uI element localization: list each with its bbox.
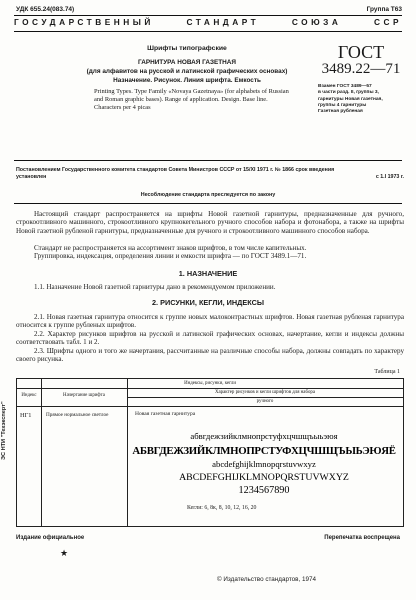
decree — [16, 167, 404, 180]
english-title-3: Characters per 4 picas — [94, 104, 151, 111]
specimen-digits: 1234567890 — [238, 485, 290, 496]
specimen-cyrillic-uppercase: АБВГДЕЖЗИЙКЛМНОПРСТУФХЦЧШЩЪЫЬЭЮЯЁ — [132, 445, 396, 457]
gost-label: ГОСТ — [337, 42, 385, 62]
typeface-name: Новая газетная гарнитура — [135, 411, 196, 417]
copyright: © Издательство стандартов, 1974 — [217, 576, 316, 583]
title-block — [72, 45, 302, 112]
decree-date: с 1.I 1973 г. — [375, 173, 404, 180]
english-title — [72, 88, 302, 112]
table-rule — [17, 406, 403, 407]
table-rule — [127, 397, 403, 398]
replace-line-4: группы 4 гарнитуры — [318, 102, 367, 108]
col-header-index: Индекс — [21, 393, 37, 398]
replace-line-3: гарнитуры Новая газетная, — [318, 96, 383, 102]
replace-line-2: в части разд. II, группы 3, — [318, 90, 379, 96]
col-header-manual: ручного — [256, 399, 274, 404]
publisher-vertical-note: ЭС НТИ "Техэксперт" — [1, 401, 7, 460]
table-caption: Индексы, рисунки, кегли — [184, 381, 236, 386]
english-title-1: Printing Types. Type Family «Novaya Gazetnaya» (for alphabets of Russian — [94, 88, 289, 95]
clause-2-3: 2.3. Шрифты одного и того же начертания, рассчитанные на различные способы набора, должны совпадать по характеру своего рисунка. — [16, 347, 404, 364]
grouping-paragraph: Группировка, индексация, определения линии и емкости шрифта — по ГОСТ 3489.1—71. — [34, 252, 307, 260]
specimen-latin-lowercase: abcdefghijklmnopqrstuvwxyz — [212, 459, 316, 469]
table-rule — [17, 388, 403, 389]
gost-number: 3489.22—71 — [321, 61, 401, 77]
intro-paragraph: Настоящий стандарт распространяется на шрифты Новой газетной гарнитуры, предназначенные для ручного, строкоотливного машинного, строкоотливного крупнокегельного ручного способов набора и фотонабора, а также на шрифты Новой газетной рубленой гарнитуры, предназначенные для ручного и строкоотливного машинного способов набора. — [16, 210, 404, 235]
top-rule — [14, 15, 402, 16]
replace-line-1: Взамен ГОСТ 3489—57 — [318, 84, 372, 89]
title-line-2: ГАРНИТУРА НОВАЯ ГАЗЕТНАЯ — [138, 59, 236, 66]
english-title-2: and Roman graphic bases). Range of application. Design. Base line. — [94, 96, 268, 103]
notice-rule — [14, 203, 402, 204]
title-line-3: (для алфавитов на русской и латинской графических основах) — [86, 68, 288, 75]
group-code: Группа Т63 — [366, 6, 402, 13]
clause-2-1: 2.1. Новая газетная гарнитура относится к группе новых малоконтрастных шрифтов. Новая газетная рубленая гарнитура относится к группе рубленых шрифтов. — [16, 313, 404, 330]
gost-designation — [318, 44, 404, 78]
official-edition: Издание официальное — [16, 535, 85, 541]
reprint-prohibited: Перепечатка воспрещена — [324, 535, 400, 541]
banner-rule — [14, 31, 402, 32]
replace-line-5: Газетная рубленая — [318, 109, 363, 115]
scope-paragraph: Стандарт не распространяется на ассортимент знаков шрифтов, в том числе капительных. — [34, 244, 307, 252]
decree-line-1: Постановлением Государственного комитета стандартов Совета Министров СССР от 15/XI 1971 г. № 1866 срок введения — [16, 167, 335, 173]
table-col-rule — [41, 379, 42, 526]
replacement-note — [318, 84, 404, 115]
title-line-4: Назначение. Рисунок. Линия шрифта. Емкость — [113, 77, 261, 84]
table-1 — [16, 378, 404, 527]
section-1-heading: 1. НАЗНАЧЕНИЕ — [178, 269, 238, 278]
col-header-characters: Характер рисунков и кегли шрифтов для набора — [214, 390, 316, 395]
specimen-latin-uppercase: ABCDEFGHIJKLMNOPQRSTUVWXYZ — [179, 472, 349, 483]
legal-notice: Несоблюдение стандарта преследуется по закону — [140, 192, 276, 198]
udc-code: УДК 655.24(083.74) — [16, 6, 75, 13]
clause-1-1: 1.1. Назначение Новой газетной гарнитуры дано в рекомендуемом приложении. — [34, 283, 276, 291]
decree-rule — [14, 160, 402, 161]
star-icon: ★ — [60, 548, 69, 558]
point-sizes: Кегли: 6, 8к, 8, 10, 12, 16, 20 — [187, 505, 257, 511]
clause-2-2: 2.2. Характер рисунков шрифтов на русской и латинской графических основах, начертание, кегли и индексы должны соответствовать табл. 1 и 2. — [16, 330, 404, 347]
col-header-name: Начертание шрифта — [63, 393, 105, 398]
title-line-1: Шрифты типографские — [147, 45, 227, 52]
row-index: НГ1 — [20, 412, 32, 419]
row-typeface-style: Прямое нормальное светлое — [46, 412, 109, 418]
decree-line-2: установлен — [16, 173, 47, 180]
section-2-heading: 2. РИСУНКИ, КЕГЛИ, ИНДЕКСЫ — [151, 298, 264, 307]
specimen-cyrillic-lowercase: абвгдежзийклмнопрстуфхцчшщъыьэюя — [190, 431, 338, 441]
table-label: Таблица 1 — [374, 369, 400, 375]
state-standard-banner: ГОСУДАРСТВЕННЫЙ СТАНДАРТ СОЮЗА ССР — [14, 17, 402, 27]
